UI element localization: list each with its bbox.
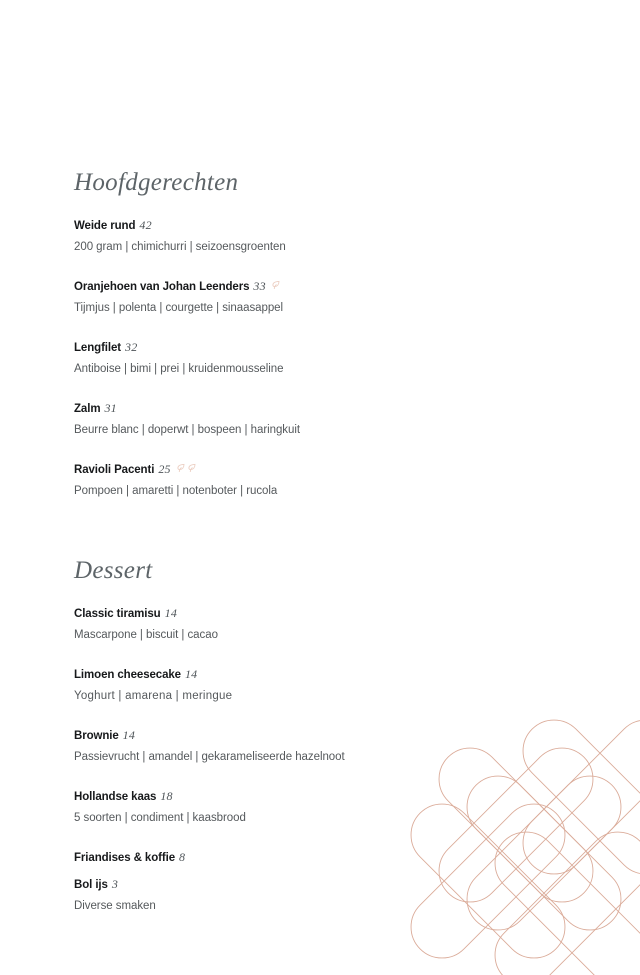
menu-item-name: Lengfilet	[74, 342, 122, 354]
menu-item	[74, 876, 640, 914]
menu-item-price: 42	[139, 218, 152, 232]
menu-item-description: Diverse smaken	[74, 900, 156, 912]
menu-section-hoofdgerechten	[74, 0, 640, 499]
menu-item	[74, 278, 640, 316]
diet-mark-icon	[188, 463, 197, 473]
menu-item-head	[74, 666, 640, 683]
menu-item-description: Mascarpone | biscuit | cacao	[74, 629, 218, 641]
menu-item-description: 200 gram | chimichurri | seizoensgroenten	[74, 241, 286, 253]
menu-item-head	[74, 727, 640, 744]
menu-item	[74, 666, 640, 704]
section-title-dessert: Dessert	[74, 557, 153, 584]
menu-item-name: Oranjehoen van Johan Leenders	[74, 281, 250, 293]
menu-item-marks	[175, 463, 197, 473]
menu-item-price: 14	[184, 667, 198, 681]
menu-item-head	[74, 278, 640, 295]
menu-item-name: Ravioli Pacenti	[74, 464, 155, 476]
menu-item-price: 32	[125, 340, 138, 354]
menu-item-name: Classic tiramisu	[74, 608, 161, 620]
menu-item-marks	[270, 280, 281, 290]
menu-item-description: Tijmjus | polenta | courgette | sinaasappel	[74, 302, 284, 314]
menu-item-description: Pompoen | amaretti | notenboter | rucola	[74, 485, 278, 497]
menu-item	[74, 849, 640, 866]
menu-item-list-hoofdgerechten	[74, 217, 640, 499]
menu-item-price: 25	[158, 462, 171, 476]
menu-item-head	[74, 217, 640, 234]
diet-mark-icon	[272, 280, 281, 290]
menu-item-head	[74, 876, 640, 893]
menu-section-dessert	[74, 499, 640, 914]
menu-item-name: Hollandse kaas	[74, 791, 157, 803]
section-title-hoofdgerechten: Hoofdgerechten	[74, 169, 239, 196]
menu-item	[74, 788, 640, 826]
menu-item-description: Passievrucht | amandel | gekarameliseerde hazelnoot	[74, 751, 345, 763]
menu-item-name: Limoen cheesecake	[74, 669, 181, 681]
menu-item-description: Antiboise | bimi | prei | kruidenmousseline	[74, 363, 284, 375]
menu-item-price: 33	[253, 279, 266, 293]
menu-item-price: 31	[104, 401, 117, 415]
menu-item	[74, 727, 640, 765]
menu-item-price: 18	[160, 789, 173, 803]
menu-item	[74, 400, 640, 438]
menu-item-price: 14	[164, 606, 178, 620]
menu-item-head	[74, 461, 640, 478]
diet-mark-icon	[177, 463, 186, 473]
menu-item-list-dessert	[74, 605, 640, 914]
menu-item	[74, 605, 640, 643]
menu-item	[74, 461, 640, 499]
menu-item-price: 3	[111, 877, 119, 891]
menu-item-price: 14	[122, 728, 136, 742]
menu-item-head	[74, 788, 640, 805]
menu-item-head	[74, 400, 640, 417]
menu-item-name: Brownie	[74, 730, 119, 742]
menu-item	[74, 339, 640, 377]
menu-item-name: Zalm	[74, 403, 101, 415]
menu-item-head	[74, 605, 640, 622]
menu-item-name: Weide rund	[74, 220, 136, 232]
menu-item-name: Friandises & koffie	[74, 852, 175, 864]
menu-item	[74, 217, 640, 255]
menu-item-price: 8	[179, 850, 186, 864]
menu-item-description: Yoghurt | amarena | meringue	[74, 690, 233, 702]
menu-item-description: Beurre blanc | doperwt | bospeen | haringkuit	[74, 424, 300, 436]
menu-item-name: Bol ijs	[74, 879, 108, 891]
menu-item-head	[74, 849, 640, 866]
menu-item-description: 5 soorten | condiment | kaasbrood	[74, 812, 246, 824]
menu-item-head	[74, 339, 640, 356]
